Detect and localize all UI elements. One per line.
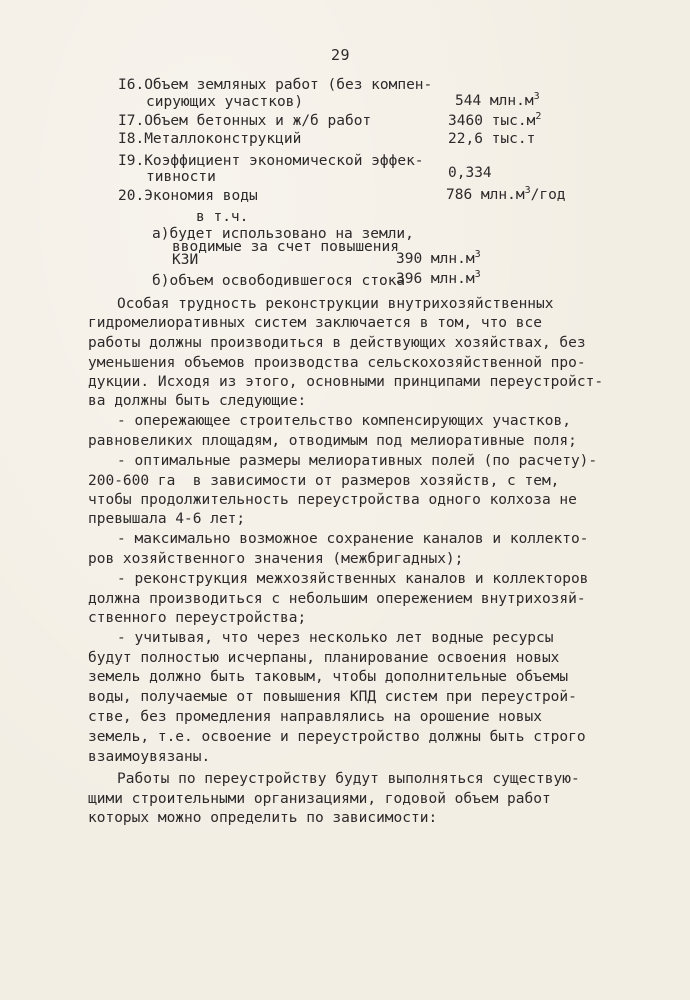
item-16-value-text: 544 млн.м — [455, 93, 534, 109]
body-line: равновеликих площадям, отводимым под мелиоративные поля; — [88, 433, 577, 449]
subitem-b-value-sup: 3 — [474, 269, 481, 280]
item-18-label: I8.Металлоконструкций — [118, 131, 302, 147]
subitem-a-line-3: КЗИ — [172, 252, 199, 268]
item-17-label: I7.Объем бетонных и ж/б работ — [118, 113, 372, 129]
body-line: работы должны производиться в действующих хозяйствах, без — [88, 335, 586, 351]
body-line: которых можно определить по зависимости: — [88, 810, 438, 826]
body-line: - опережающее строительство компенсирующих участков, — [117, 413, 571, 429]
body-line: воды, получаемые от повышения КПД систем при переустрой- — [88, 689, 577, 705]
body-line: щими строительными организациями, годовой объем работ — [88, 791, 551, 807]
item-16-line-2: сирующих участков) — [146, 94, 304, 110]
subitem-a-line-1: а)будет использовано на земли, — [152, 226, 414, 242]
body-line: уменьшения объемов производства сельскохозяйственной про- — [88, 355, 586, 371]
item-20-value-sup: 3 — [524, 185, 531, 196]
body-line: стве, без промедления направлялись на орошение новых — [88, 709, 542, 725]
body-line: земель, т.е. освоение и переустройство должны быть строго — [88, 729, 586, 745]
body-line: дукции. Исходя из этого, основными принципами переустройст- — [88, 374, 604, 390]
item-19-line-1: I9.Коэффициент экономической эффек- — [118, 153, 424, 169]
body-line: Особая трудность реконструкции внутрихозяйственных — [117, 296, 554, 312]
subitem-header: в т.ч. — [196, 209, 249, 225]
item-20-value-text: 786 млн.м — [446, 187, 525, 203]
body-line: Работы по переустройству будут выполняться существую- — [117, 771, 580, 787]
item-17-value — [448, 112, 541, 130]
body-line: должна производиться с небольшим опережением внутрихозяй- — [88, 591, 586, 607]
body-line: - максимально возможное сохранение каналов и коллекто- — [117, 531, 589, 547]
item-20-value-unit: /год — [530, 187, 566, 203]
body-line: превышала 4-6 лет; — [88, 511, 246, 527]
body-line: - оптимальные размеры мелиоративных полей (по расчету)- — [117, 453, 598, 469]
body-line: земель должно быть таковым, чтобы дополнительные объемы — [88, 669, 569, 685]
subitem-a-value — [396, 250, 481, 268]
item-20-value — [446, 186, 566, 204]
item-20-label: 20.Экономия воды — [118, 188, 258, 204]
body-line: ственного переустройства; — [88, 610, 307, 626]
subitem-a-value-text: 390 млн.м — [396, 251, 475, 267]
item-18-value: 22,6 тыс.т — [448, 131, 536, 147]
body-line: будут полностью исчерпаны, планирование освоения новых — [88, 650, 560, 666]
body-line: - учитывая, что через несколько лет водные ресурсы — [117, 630, 554, 646]
item-16-value — [455, 92, 540, 110]
body-line: гидромелиоративных систем заключается в том, что все — [88, 315, 542, 331]
item-16-line-1: I6.Объем земляных работ (без компен- — [118, 77, 433, 93]
body-line: ва должны быть следующие: — [88, 393, 307, 409]
body-line: ров хозяйственного значения (межбригадных); — [88, 551, 464, 567]
item-17-value-sup: 2 — [535, 111, 542, 122]
body-line: 200-600 га в зависимости от размеров хозяйств, с тем, — [88, 473, 560, 489]
subitem-b-value — [396, 270, 481, 288]
body-line: чтобы продолжительность переустройства одного колхоза не — [88, 492, 577, 508]
subitem-b-value-text: 396 млн.м — [396, 271, 475, 287]
subitem-a-line-2: вводимые за счет повышения — [172, 239, 399, 255]
item-16-value-sup: 3 — [533, 91, 540, 102]
subitem-a-value-sup: 3 — [474, 249, 481, 260]
subitem-b-label: б)объем освободившегося стока — [152, 273, 406, 289]
item-19-line-2: тивности — [146, 169, 216, 185]
body-line: - реконструкция межхозяйственных каналов и коллекторов — [117, 571, 589, 587]
item-19-value: 0,334 — [448, 165, 492, 181]
item-17-value-text: 3460 тыс.м — [448, 113, 536, 129]
page-number: 29 — [331, 46, 351, 64]
body-line: взаимоувязаны. — [88, 749, 211, 765]
